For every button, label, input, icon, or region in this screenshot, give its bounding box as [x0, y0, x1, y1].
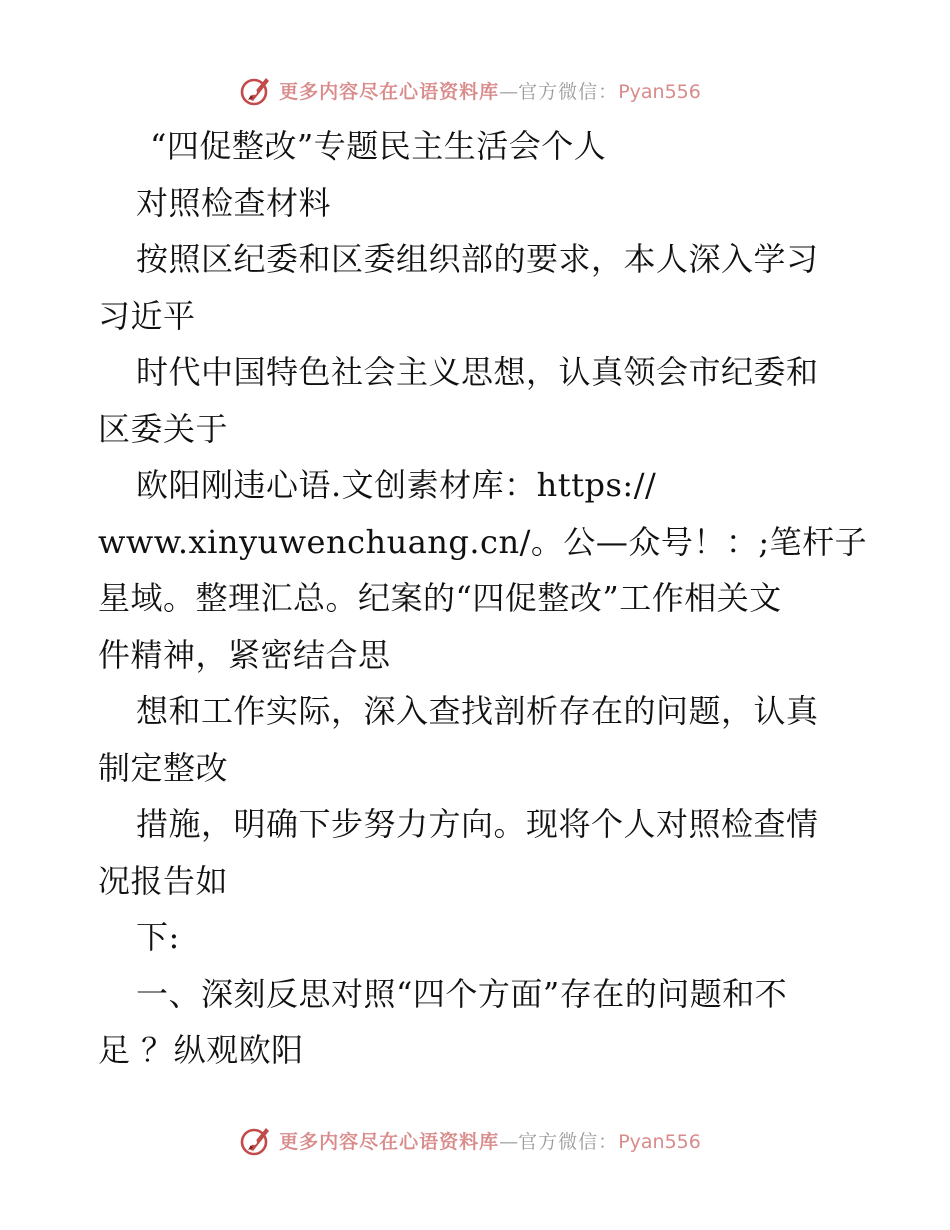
banner-content [239, 73, 701, 107]
doc-text-line: 下: [136, 918, 180, 956]
banner-wechat-id: Pyan556 [618, 80, 701, 103]
banner-contact-label: 官方微信： [518, 80, 619, 103]
doc-title-line-1: “四促整改”专题民主生活会个人 [150, 127, 607, 165]
doc-text-line: 按照区纪委和区委组织部的要求，本人深入学习 [136, 240, 819, 278]
banner-text [279, 77, 701, 104]
quill-pen-logo-icon [239, 1123, 273, 1157]
banner-contact-label: 官方微信： [518, 1130, 619, 1153]
doc-text-line: 星域。整理汇总。纪案的“四促整改”工作相关文 [98, 579, 782, 617]
doc-text-line: 区委关于 [98, 409, 229, 448]
doc-text-line: 欧阳刚违心语.文创素材库：https:// [136, 466, 657, 504]
doc-text-line: 措施，明确下步努力方向。现将个人对照检查情 [136, 805, 819, 843]
banner-separator: — [499, 80, 519, 103]
banner-content [239, 1123, 701, 1157]
banner-text [279, 1127, 701, 1154]
banner-brand: 更多内容尽在心语资料库 [279, 1130, 500, 1153]
document-body [98, 118, 868, 1079]
doc-text-line: 制定整改 [98, 748, 229, 787]
doc-text-line: www.xinyuwenchuang.cn/。公—众号！：;笔杆子 [98, 522, 868, 561]
doc-text-line: 习近平 [98, 296, 196, 335]
doc-text-line: 件精神，紧密结合思 [98, 635, 391, 674]
doc-title-line-2: 对照检查材料 [136, 183, 332, 222]
doc-text-line: 时代中国特色社会主义思想，认真领会市纪委和 [136, 353, 819, 391]
doc-text-line: 况报告如 [98, 861, 229, 900]
banner-wechat-id: Pyan556 [618, 1130, 701, 1153]
footer-watermark-banner [0, 1120, 950, 1160]
quill-pen-logo-icon [239, 73, 273, 107]
banner-separator: — [499, 1130, 519, 1153]
doc-text-line: 想和工作实际，深入查找剖析存在的问题，认真 [136, 692, 819, 730]
header-watermark-banner [0, 70, 950, 110]
banner-brand: 更多内容尽在心语资料库 [279, 80, 500, 103]
doc-section-heading: 一、深刻反思对照“四个方面”存在的问题和不 [136, 974, 788, 1013]
doc-text-line: 足 ？纵观欧阳 [98, 1031, 304, 1069]
